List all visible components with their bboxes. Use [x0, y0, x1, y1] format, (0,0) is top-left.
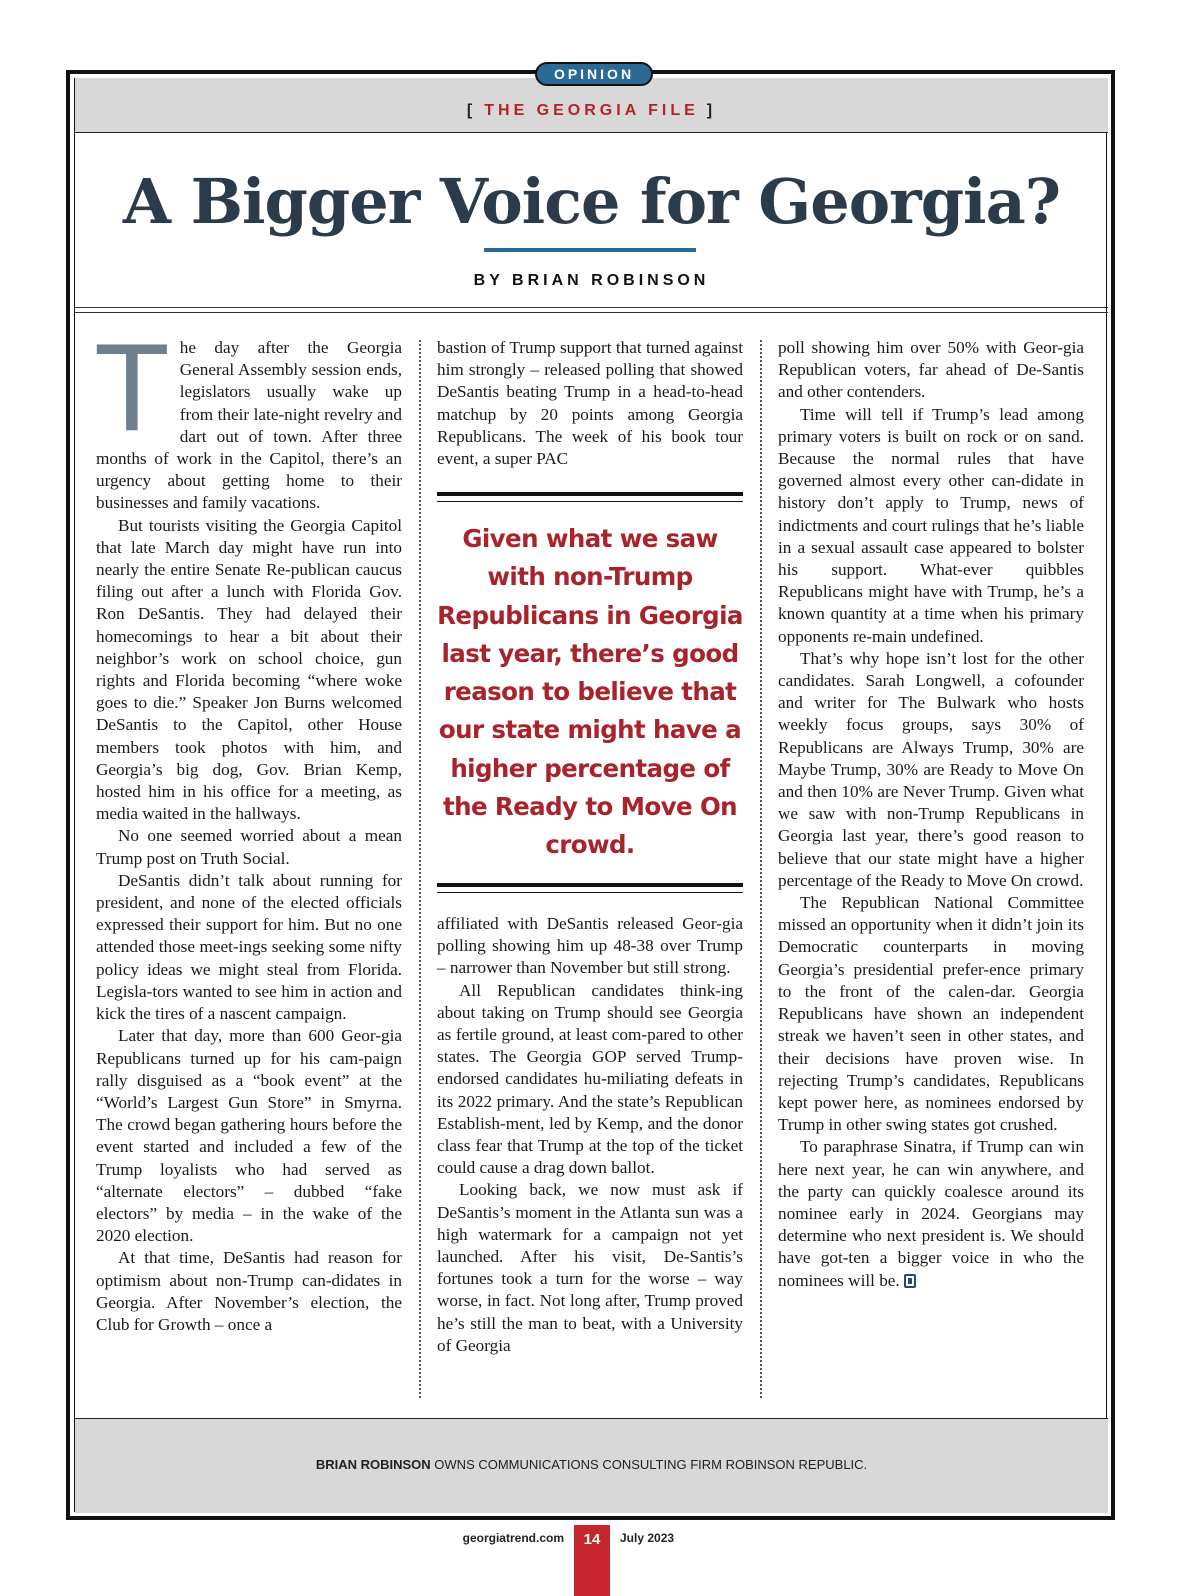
column-divider	[419, 340, 421, 1398]
article-column-2-bottom	[437, 913, 743, 1357]
bio-name: BRIAN ROBINSON	[315, 1457, 431, 1472]
footer-site[interactable]: georgiatrend.com	[462, 1531, 564, 1545]
drop-cap: T	[94, 319, 170, 457]
article-column-3	[778, 337, 1084, 1292]
paragraph: DeSantis didn’t talk about running for president, and none of the elected officials expressed their support for him. But no one attended those meet-ings seeking some nifty policy ideas we might steal from Florida. Legisla-tors wanted to see him in action and kick the tires of a nascent campaign.	[96, 870, 402, 1024]
issue-date: July 2023	[620, 1531, 675, 1545]
kicker-bar	[75, 78, 1108, 133]
author-bio	[75, 1457, 1108, 1472]
bio-text: OWNS COMMUNICATIONS CONSULTING FIRM ROBINSON REPUBLIC.	[434, 1457, 868, 1472]
paragraph: Time will tell if Trump’s lead among primary voters is built on rock or on sand. Because the normal rules that have governed almost every other can-didate in history don’t apply to Trump, news of indictments and court rulings that he’s liable in a sexual assault case appeared to bolster his support. What-ever quibbles Republicans might have with Trump, he’s a known quantity at a time when his primary opponents re-main undefined.	[778, 404, 1084, 646]
pullquote-rule-top	[437, 492, 743, 502]
byline: BY BRIAN ROBINSON	[473, 272, 710, 289]
pullquote-rule-bottom	[437, 883, 743, 893]
paragraph: At that time, DeSantis had reason for optimism about non-Trump can-didates in Georgia. After November’s election, the Club for Growth – once a	[96, 1248, 402, 1334]
article-column-1	[94, 319, 402, 1336]
author-bio-bar	[75, 1418, 1108, 1513]
column-divider	[760, 340, 762, 1398]
paragraph: affiliated with DeSantis released Geor-gia polling showing him up 48-38 over Trump – narrower than November but still strong.	[437, 914, 743, 978]
paragraph: Looking back, we now must ask if DeSantis’s moment in the Atlanta sun was a high watermark for a campaign not yet launched. After his visit, De-Santis’s fortunes took a turn for the worse – way worse, in fact. Not long after, Trump proved he’s still the man to beat, with a University of Georgia	[437, 1180, 743, 1355]
headline-rule	[484, 248, 696, 252]
section-badge: OPINION	[535, 62, 653, 86]
kicker-bracket-close: ]	[706, 102, 717, 119]
paragraph: That’s why hope isn’t lost for the other candidates. Sarah Longwell, a cofounder and writer for The Bulwark who hosts weekly focus groups, says 30% of Republicans are Always Trump, 30% are Maybe Trump, 30% are Ready to Move On and then 10% are Never Trump. Given what we saw with non-Trump Republicans in Georgia last year, there’s good reason to believe that our state might have a higher percentage of the Ready to Move On crowd.	[778, 648, 1084, 890]
paragraph: bastion of Trump support that turned against him strongly – released polling that showed DeSantis beating Trump in a head-to-head matchup by 20 points among Georgia Republicans. The week of his book tour event, a super PAC	[437, 338, 743, 469]
page-number: 14	[574, 1525, 610, 1596]
pullquote: Given what we saw with non-Trump Republicans in Georgia last year, there’s good reason to believe that our state might have a higher percentage of the Ready to Move On crowd.	[437, 524, 743, 860]
paragraph-text: To paraphrase Sinatra, if Trump can win here next year, he can win anywhere, and the party can quickly coalesce around its nominee early in 2024. Georgians may determine who next president is. We should have got-ten a bigger voice in who the nominees will be.	[778, 1137, 1084, 1290]
paragraph: No one seemed worried about a mean Trump post on Truth Social.	[96, 826, 402, 868]
header-divider	[75, 307, 1108, 313]
paragraph: All Republican candidates think-ing about taking on Trump should see Georgia as fertile ground, at least com-pared to other states. The Georgia GOP served Trump-endorsed candidates hu-miliating defeats in its 2022 primary. And the state’s Republican Establish-ment, led by Kemp, and the donor class fear that Trump at the top of the ticket could cause a drag down ballot.	[437, 980, 743, 1178]
headline: A Bigger Voice for Georgia?	[122, 165, 1061, 238]
paragraph: The Republican National Committee missed an opportunity when it didn’t join its Democratic counterparts in moving Georgia’s presidential prefer-ence primary to the front of the calen-dar. Georgia Republicans have shown an independent streak we haven’t seen in other states, and their decisions have proven wise. In rejecting Trump’s candidates, Republicans kept power here, as nominees endorsed by Trump in other swing states got crushed.	[778, 893, 1084, 1135]
paragraph: poll showing him over 50% with Geor-gia Republican voters, far ahead of De-Santis and other contenders.	[778, 338, 1084, 402]
paragraph: But tourists visiting the Georgia Capitol that late March day might have run into nearly the entire Senate Re-publican caucus filing out after a lunch with Florida Gov. Ron DeSantis. They had delayed their homecomings to hear a bit about their neighbor’s work on school choice, gun rights and Florida becoming “where woke goes to die.” Speaker Jon Burns welcomed DeSantis to the Capitol, other House members took photos with him, and Georgia’s big dog, Gov. Brian Kemp, hosted him in his office for a meeting, as media waited in the hallways.	[96, 515, 402, 824]
paragraph: Later that day, more than 600 Geor-gia Republicans turned up for his cam-paign rally disguised as a “book event” at the “World’s Largest Gun Store” in Smyrna. The crowd began gathering hours before the event started and included a few of the Trump loyalists who had served as “alternate electors” – dubbed “fake electors” by media – in the wake of the 2020 election.	[96, 1026, 402, 1246]
page-footer	[0, 1525, 1200, 1596]
article-column-2-top	[437, 337, 743, 470]
kicker	[75, 102, 1108, 120]
paragraph	[778, 1136, 1084, 1291]
kicker-text: THE GEORGIA FILE	[484, 102, 699, 119]
magazine-end-mark-icon	[904, 1274, 916, 1288]
kicker-bracket-open: [	[466, 102, 477, 119]
paragraph-text: he day after the Georgia General Assembly session ends, legislators usually wake up from their late-night revelry and dart out of town. After three months of work in the Capitol, there’s an urgency about getting home to their businesses and family vacations.	[96, 338, 402, 513]
paragraph	[94, 319, 402, 515]
